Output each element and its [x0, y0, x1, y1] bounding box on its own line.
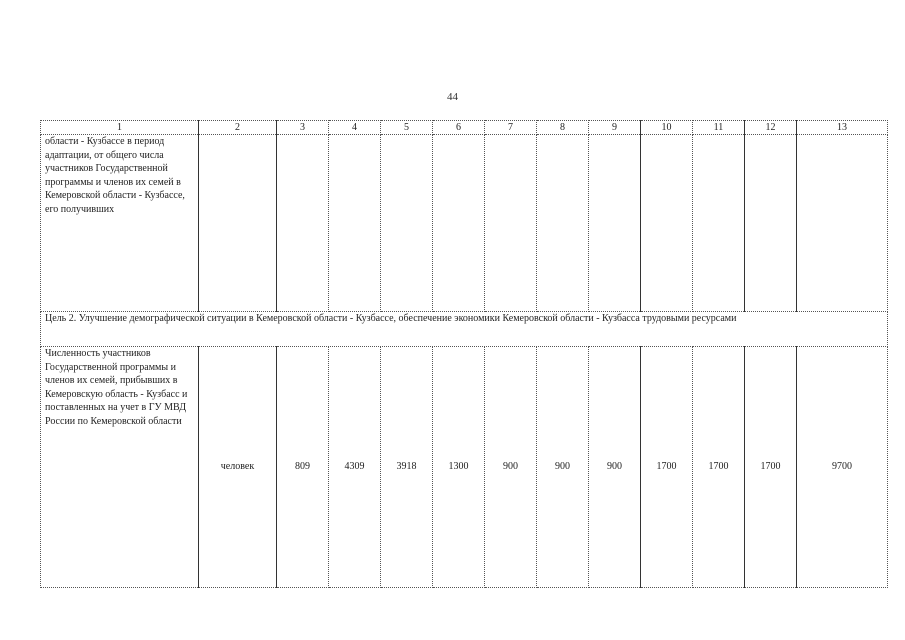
column-number: 5 — [381, 121, 433, 135]
empty-cell — [381, 135, 433, 312]
value-cell: 900 — [589, 347, 641, 588]
indicator-name: области - Кузбассе в период адаптации, от общего числа участников Государственной программы и членов их семей в Кемеровской области - Кузбассе, его получивших — [41, 135, 199, 312]
column-number: 1 — [41, 121, 199, 135]
empty-cell — [485, 135, 537, 312]
value-cell: 9700 — [797, 347, 888, 588]
value-cell: 4309 — [329, 347, 381, 588]
column-number: 12 — [745, 121, 797, 135]
value-cell: 1300 — [433, 347, 485, 588]
value-cell: 1700 — [745, 347, 797, 588]
value-cell: 900 — [485, 347, 537, 588]
empty-cell — [797, 135, 888, 312]
column-number: 6 — [433, 121, 485, 135]
empty-cell — [199, 135, 277, 312]
empty-cell — [589, 135, 641, 312]
goal-row — [41, 312, 888, 347]
empty-cell — [745, 135, 797, 312]
unit-cell: человек — [199, 347, 277, 588]
goal-text: Цель 2. Улучшение демографической ситуации в Кемеровской области - Кузбассе, обеспечение экономики Кемеровской области - Кузбасса трудовыми ресурсами — [41, 312, 888, 347]
column-number: 7 — [485, 121, 537, 135]
value-cell: 809 — [277, 347, 329, 588]
empty-cell — [433, 135, 485, 312]
empty-cell — [537, 135, 589, 312]
table-row — [41, 347, 888, 588]
column-number: 13 — [797, 121, 888, 135]
indicators-table — [40, 120, 888, 588]
column-number: 10 — [641, 121, 693, 135]
empty-cell — [641, 135, 693, 312]
column-number: 4 — [329, 121, 381, 135]
page-number: 44 — [447, 91, 458, 103]
indicator-name: Численность участников Государственной программы и членов их семей, прибывших в Кемеровскую область - Кузбасс и поставленных на учет в ГУ МВД России по Кемеровской области — [41, 347, 199, 588]
column-number-row — [41, 121, 888, 135]
value-cell: 1700 — [693, 347, 745, 588]
column-number: 3 — [277, 121, 329, 135]
value-cell: 1700 — [641, 347, 693, 588]
empty-cell — [277, 135, 329, 312]
column-number: 9 — [589, 121, 641, 135]
column-number: 8 — [537, 121, 589, 135]
value-cell: 3918 — [381, 347, 433, 588]
empty-cell — [693, 135, 745, 312]
value-cell: 900 — [537, 347, 589, 588]
column-number: 11 — [693, 121, 745, 135]
empty-cell — [329, 135, 381, 312]
column-number: 2 — [199, 121, 277, 135]
table-row — [41, 135, 888, 312]
